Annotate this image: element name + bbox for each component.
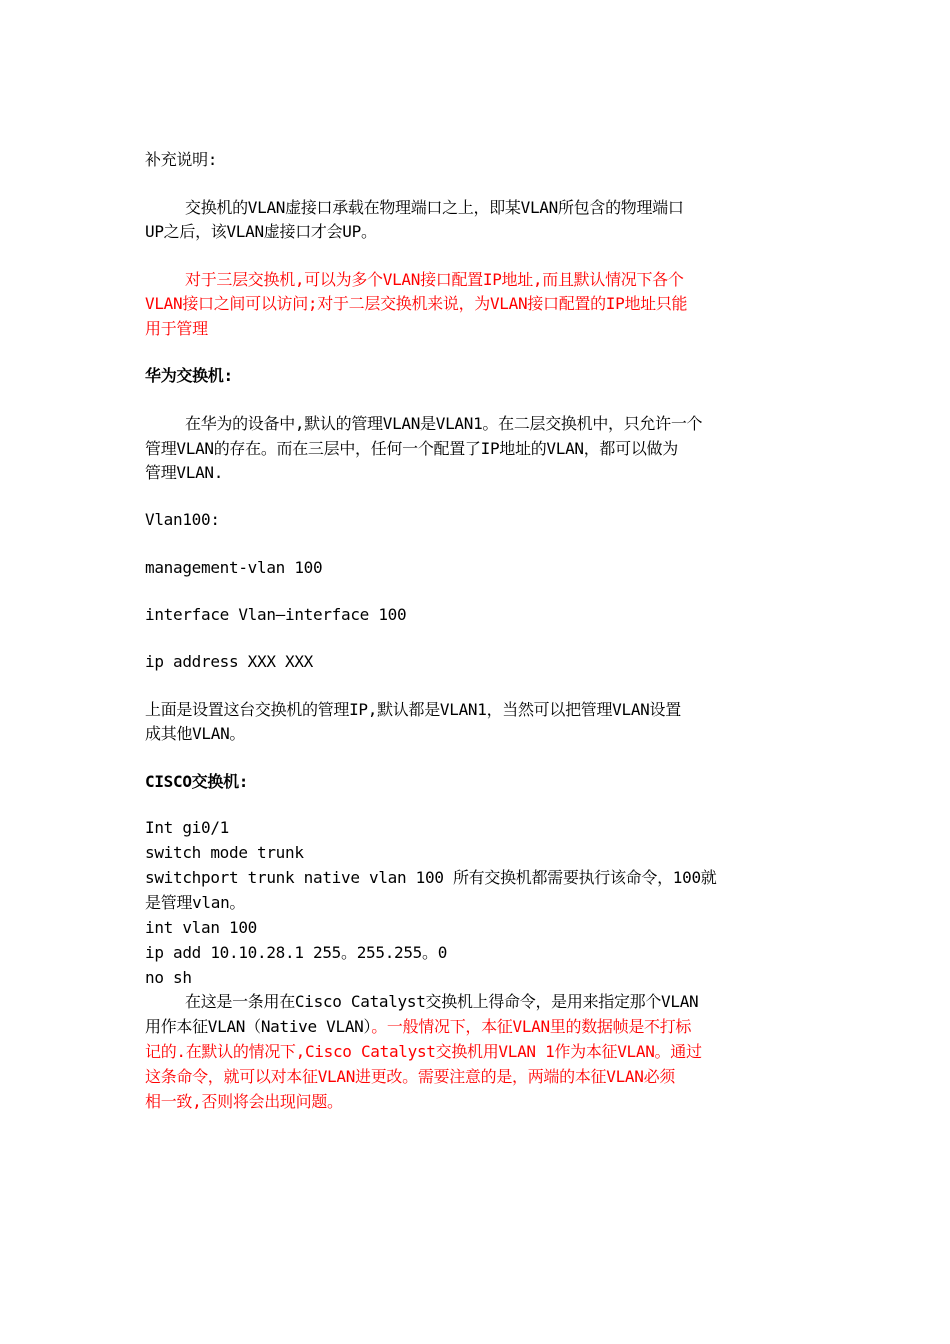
huawei-p1-line1: 在华为的设备中,默认的管理VLAN是VLAN1。在二层交换机中，只允许一个: [185, 414, 703, 433]
cisco-explain-line3: 记的.在默认的情况下,Cisco Catalyst交换机用VLAN 1作为本征VLAN。通过: [145, 1042, 702, 1061]
supplement-p2-line2: VLAN接口之间可以访问;对于二层交换机来说，为VLAN接口配置的IP地址只能: [145, 294, 688, 313]
huawei-cmd-interface: interface Vlan—interface 100: [145, 605, 407, 624]
cisco-cmd-int-vlan: int vlan 100: [145, 918, 257, 937]
supplement-p1-line2: UP之后，该VLAN虚接口才会UP。: [145, 222, 377, 241]
supplement-p2-line3: 用于管理: [145, 319, 208, 338]
cisco-cmd-native-vlan-cont: 是管理vlan。: [145, 893, 246, 912]
supplement-heading: 补充说明:: [145, 150, 218, 169]
cisco-cmd-int: Int gi0/1: [145, 818, 229, 837]
cisco-explain-line4: 这条命令，就可以对本征VLAN进更改。需要注意的是，两端的本征VLAN必须: [145, 1067, 675, 1086]
cisco-cmd-no-sh: no sh: [145, 968, 192, 987]
cisco-explain-line1: 在这是一条用在Cisco Catalyst交换机上得命令，是用来指定那个VLAN: [185, 992, 699, 1011]
huawei-p1-line2: 管理VLAN的存在。而在三层中，任何一个配置了IP地址的VLAN，都可以做为: [145, 439, 678, 458]
cisco-cmd-switch-mode: switch mode trunk: [145, 843, 304, 862]
cisco-heading: CISCO交换机:: [145, 772, 249, 791]
huawei-cmd-management-vlan: management-vlan 100: [145, 558, 323, 577]
cisco-cmd-ip-add: ip add 10.10.28.1 255。255.255。0: [145, 943, 448, 962]
supplement-p2-line1: 对于三层交换机,可以为多个VLAN接口配置IP地址,而且默认情况下各个: [185, 270, 684, 289]
cisco-cmd-native-vlan: switchport trunk native vlan 100 所有交换机都需要执行该命令，100就: [145, 868, 717, 887]
cisco-explain-line2-black: 用作本征VLAN（Native VLAN）: [145, 1017, 372, 1036]
huawei-p1-line3: 管理VLAN.: [145, 463, 224, 482]
huawei-vlan-label: Vlan100:: [145, 510, 220, 529]
huawei-heading: 华为交换机:: [145, 366, 233, 385]
cisco-explain-line2: [145, 1017, 691, 1037]
cisco-explain-line5: 相一致,否则将会出现问题。: [145, 1092, 343, 1111]
supplement-p1-line1: 交换机的VLAN虚接口承载在物理端口之上，即某VLAN所包含的物理端口: [185, 198, 684, 217]
huawei-cmd-ip-address: ip address XXX XXX: [145, 652, 313, 671]
cisco-explain-line2-red: 。一般情况下，本征VLAN里的数据帧是不打标: [371, 1017, 692, 1036]
huawei-p2-line1: 上面是设置这台交换机的管理IP,默认都是VLAN1，当然可以把管理VLAN设置: [145, 700, 681, 719]
huawei-p2-line2: 成其他VLAN。: [145, 724, 246, 743]
